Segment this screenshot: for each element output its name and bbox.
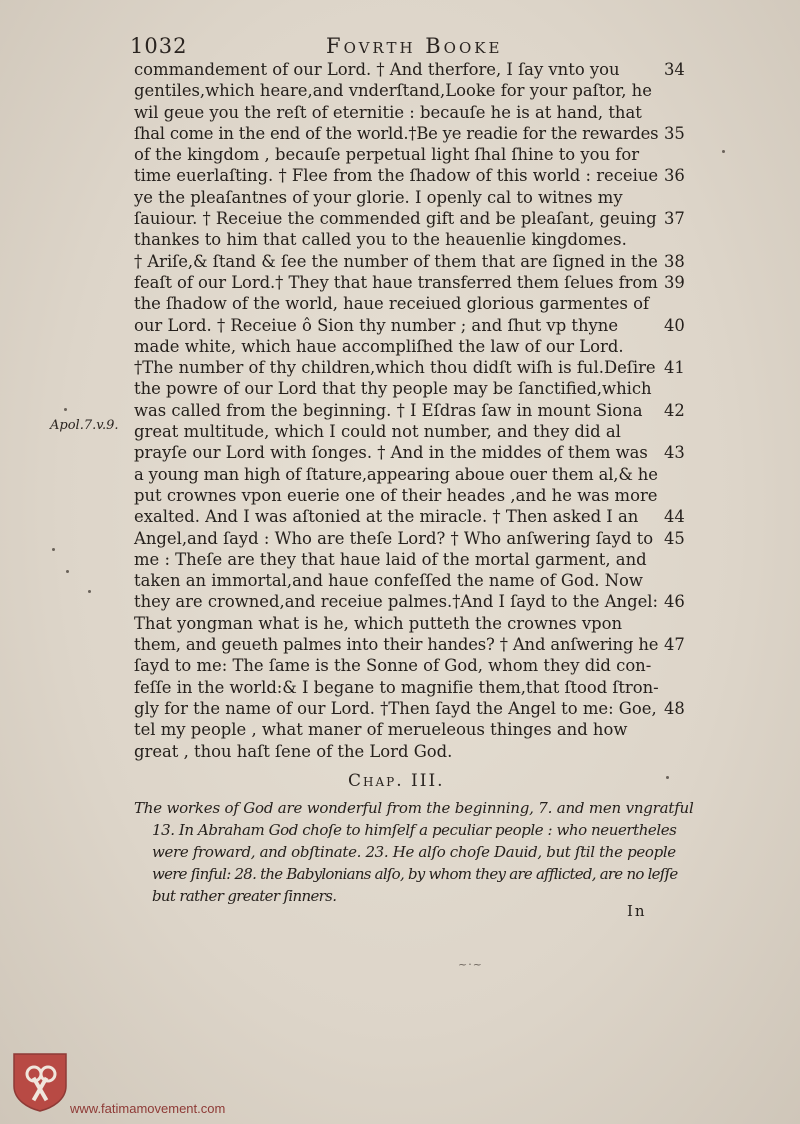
text-line: put crownes vpon euerie one of their heades ,and he was more — [134, 485, 658, 505]
text-line: exalted. And I was aſtonied at the miracle. † Then asked I an — [134, 507, 639, 527]
text-line: †The number of thy children,which thou didſt wiſh is ful.Deſire — [134, 358, 656, 378]
page-header — [130, 34, 690, 62]
text-line: ſhal come in the end of the world.†Be ye readie for the rewardes — [134, 123, 659, 143]
verse-number — [664, 80, 694, 101]
website-watermark[interactable]: www.fatimamovement.com — [70, 1101, 226, 1116]
text-line: me : Theſe are they that haue laid of the mortal garment, and — [134, 549, 647, 569]
verse-number — [664, 719, 694, 740]
margin-dot — [64, 408, 67, 411]
text-line: of the kingdom , becauſe perpetual light ſhal ſhine to you for — [134, 145, 640, 165]
verse-number — [664, 570, 694, 591]
verse-number — [664, 187, 694, 208]
text-line: That yongman what is he, which putteth the crownes vpon — [134, 613, 623, 633]
verse-number: 36 — [664, 166, 685, 186]
text-line: they are crowned,and receiue palmes.†And I ſayd to the Angel: — [134, 592, 659, 612]
verse-number: 43 — [664, 443, 685, 463]
margin-note: Apol.7.v.9. — [50, 418, 119, 433]
text-line: the ſhadow of the world, haue receiued glorious garmentes of — [134, 294, 650, 314]
text-line: ſauiour. † Receiue the commended gift and be pleaſant, geuing — [134, 209, 657, 229]
verse-number-column — [664, 59, 694, 762]
verse-number — [664, 421, 694, 442]
verse-number — [664, 378, 694, 399]
text-line: feſſe in the world:& I begane to magnifie them,that ſtood ſtron- — [134, 677, 659, 697]
fatima-shield-logo-icon — [12, 1052, 68, 1112]
verse-number — [664, 293, 694, 314]
text-line: feaſt of our Lord.† They that haue transferred them ſelues from — [134, 272, 658, 292]
text-line: was called from the beginning. † I Eſdras ſaw in mount Siona — [134, 400, 643, 420]
verse-number: 39 — [664, 272, 685, 292]
verse-number — [664, 464, 694, 485]
text-line: made white, which haue accompliſhed the law of our Lord. — [134, 336, 624, 356]
text-line: tel my people , what maner of merueleous thinges and how — [134, 720, 628, 740]
text-line: taken an immortal,and haue confeſſed the name of God. Now — [134, 571, 643, 591]
catchword: In — [627, 902, 647, 920]
text-line: the powre of our Lord that thy people may be ſanctified,which — [134, 379, 652, 399]
text-line: ſayd to me: The ſame is the Sonne of God, whom they did con- — [134, 656, 652, 676]
verse-number — [664, 336, 694, 357]
verse-number: 35 — [664, 123, 685, 143]
margin-dot — [66, 570, 69, 573]
text-line: great , thou haſt ſene of the Lord God. — [134, 741, 453, 761]
verse-number — [664, 677, 694, 698]
page-ornament: ~·~ — [458, 958, 483, 971]
text-line: great multitude, which I could not number, and they did al — [134, 422, 621, 442]
text-line: † Ariſe,& ſtand & ſee the number of them that are ſigned in the — [134, 251, 658, 271]
text-line: thankes to him that called you to the heauenlie kingdomes. — [134, 230, 627, 250]
verse-number: 47 — [664, 635, 685, 655]
verse-number — [664, 549, 694, 570]
text-line: Angel,and ſayd : Who are theſe Lord? † Who anſwering ſayd to — [134, 528, 654, 548]
verse-number: 38 — [664, 251, 685, 271]
verse-number: 46 — [664, 592, 685, 612]
summary-line: were ſinful: 28. the Babylonians alſo, by whom they are afflicted, are no leſſe — [152, 865, 678, 883]
margin-dot — [52, 548, 55, 551]
verse-number: 48 — [664, 698, 685, 718]
margin-dot — [666, 776, 669, 779]
text-line: ye the pleaſantnes of your glorie. I openly cal to witnes my — [134, 187, 623, 207]
text-line: time euerlaſting. † Flee from the ſhadow of this world : receiue — [134, 166, 659, 186]
text-line: commandement of our Lord. † And therfore, I ſay vnto you — [134, 60, 620, 79]
summary-line: The workes of God are wonderful from the beginning, 7. and men vngratful — [134, 799, 694, 817]
verse-number: 45 — [664, 528, 685, 548]
running-title: Fovrth Booke — [326, 34, 503, 58]
summary-line: were froward, and obſtinate. 23. He alſo choſe Dauid, but ſtil the people — [152, 843, 676, 861]
text-line: a young man high of ſtature,appearing aboue ouer them al,& he — [134, 464, 658, 484]
verse-number — [664, 613, 694, 634]
chapter-heading: Chap. III. — [348, 771, 445, 791]
verse-number — [664, 229, 694, 250]
verse-number: 37 — [664, 209, 685, 229]
text-line: our Lord. † Receiue ô Sion thy number ; and ſhut vp thyne — [134, 315, 619, 335]
verse-number: 40 — [664, 315, 685, 335]
text-line: wil geue you the reſt of eternitie : becauſe he is at hand, that — [134, 102, 642, 122]
verse-number — [664, 655, 694, 676]
text-line: them, and geueth palmes into their handes? † And anſwering he — [134, 635, 659, 655]
summary-line: but rather greater ſinners. — [152, 887, 337, 905]
verse-number: 34 — [664, 60, 685, 79]
body-text — [134, 59, 658, 762]
chapter-summary — [134, 797, 694, 907]
text-line: gly for the name of our Lord. †Then ſayd the Angel to me: Goe, — [134, 698, 657, 718]
text-line: gentiles,which heare,and vnderſtand,Looke for your paſtor, he — [134, 81, 652, 101]
margin-dot — [722, 150, 725, 153]
page-number: 1032 — [130, 34, 188, 58]
verse-number — [664, 102, 694, 123]
verse-number — [664, 741, 694, 762]
verse-number — [664, 144, 694, 165]
verse-number: 42 — [664, 400, 685, 420]
verse-number: 41 — [664, 358, 685, 378]
summary-line: 13. In Abraham God choſe to himſelf a peculiar people : who neuertheles — [152, 821, 677, 839]
verse-number: 44 — [664, 507, 685, 527]
verse-number — [664, 485, 694, 506]
text-line: prayſe our Lord with ſonges. † And in the middes of them was — [134, 443, 648, 463]
margin-dot — [88, 590, 91, 593]
